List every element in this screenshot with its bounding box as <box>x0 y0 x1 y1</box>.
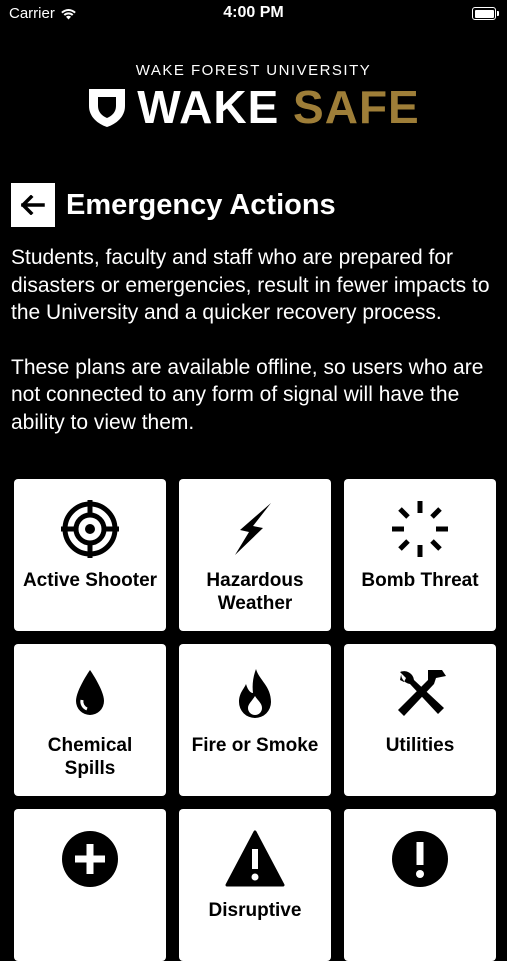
medical-plus-icon <box>60 829 120 889</box>
action-tile-hazardous-weather[interactable] <box>179 479 331 631</box>
back-button[interactable] <box>11 183 55 227</box>
droplet-icon <box>60 664 120 724</box>
action-label: Hazardous Weather <box>206 570 304 614</box>
action-label: Utilities <box>385 735 455 756</box>
brand-word-wake: WAKE <box>137 81 280 133</box>
action-tile-medical[interactable] <box>14 809 166 961</box>
warning-triangle-icon <box>225 829 285 889</box>
intro-paragraph-1: Students, faculty and staff who are prepared for disasters or emergencies, result in fewer impacts to the University and a quicker recovery process. <box>11 246 490 324</box>
action-tile-chemical-spills[interactable] <box>14 644 166 796</box>
burst-icon <box>390 499 450 559</box>
status-time: 4:00 PM <box>223 4 284 21</box>
arrow-left-icon <box>21 195 45 215</box>
action-tile-disruptive[interactable] <box>179 809 331 961</box>
crosshair-icon <box>60 499 120 559</box>
lightning-icon <box>225 499 285 559</box>
action-tile-alert[interactable] <box>344 809 496 961</box>
action-label: Disruptive <box>208 900 302 921</box>
intro-paragraph-2: These plans are available offline, so users who are not connected to any form of signal will have the ability to view them. <box>11 355 484 434</box>
action-tile-utilities[interactable] <box>344 644 496 796</box>
action-tile-fire-or-smoke[interactable] <box>179 644 331 796</box>
brand-logo <box>0 62 507 133</box>
page-header <box>11 183 336 227</box>
page-title: Emergency Actions <box>66 188 336 221</box>
carrier-label: Carrier <box>9 5 55 22</box>
action-label: Fire or Smoke <box>191 735 319 756</box>
exclamation-circle-icon <box>390 829 450 889</box>
tools-icon <box>390 664 450 724</box>
brand-subtitle: WAKE FOREST UNIVERSITY <box>135 62 372 79</box>
action-grid <box>14 479 498 961</box>
battery-icon <box>472 7 496 20</box>
shield-icon <box>87 86 127 128</box>
action-tile-bomb-threat[interactable] <box>344 479 496 631</box>
action-label: Bomb Threat <box>361 570 479 591</box>
action-label: Active Shooter <box>22 570 158 591</box>
status-bar <box>0 0 507 30</box>
action-label: Chemical Spills <box>47 735 133 779</box>
intro-text <box>11 244 503 436</box>
fire-icon <box>225 664 285 724</box>
action-tile-active-shooter[interactable] <box>14 479 166 631</box>
brand-word-safe: SAFE <box>293 81 420 133</box>
